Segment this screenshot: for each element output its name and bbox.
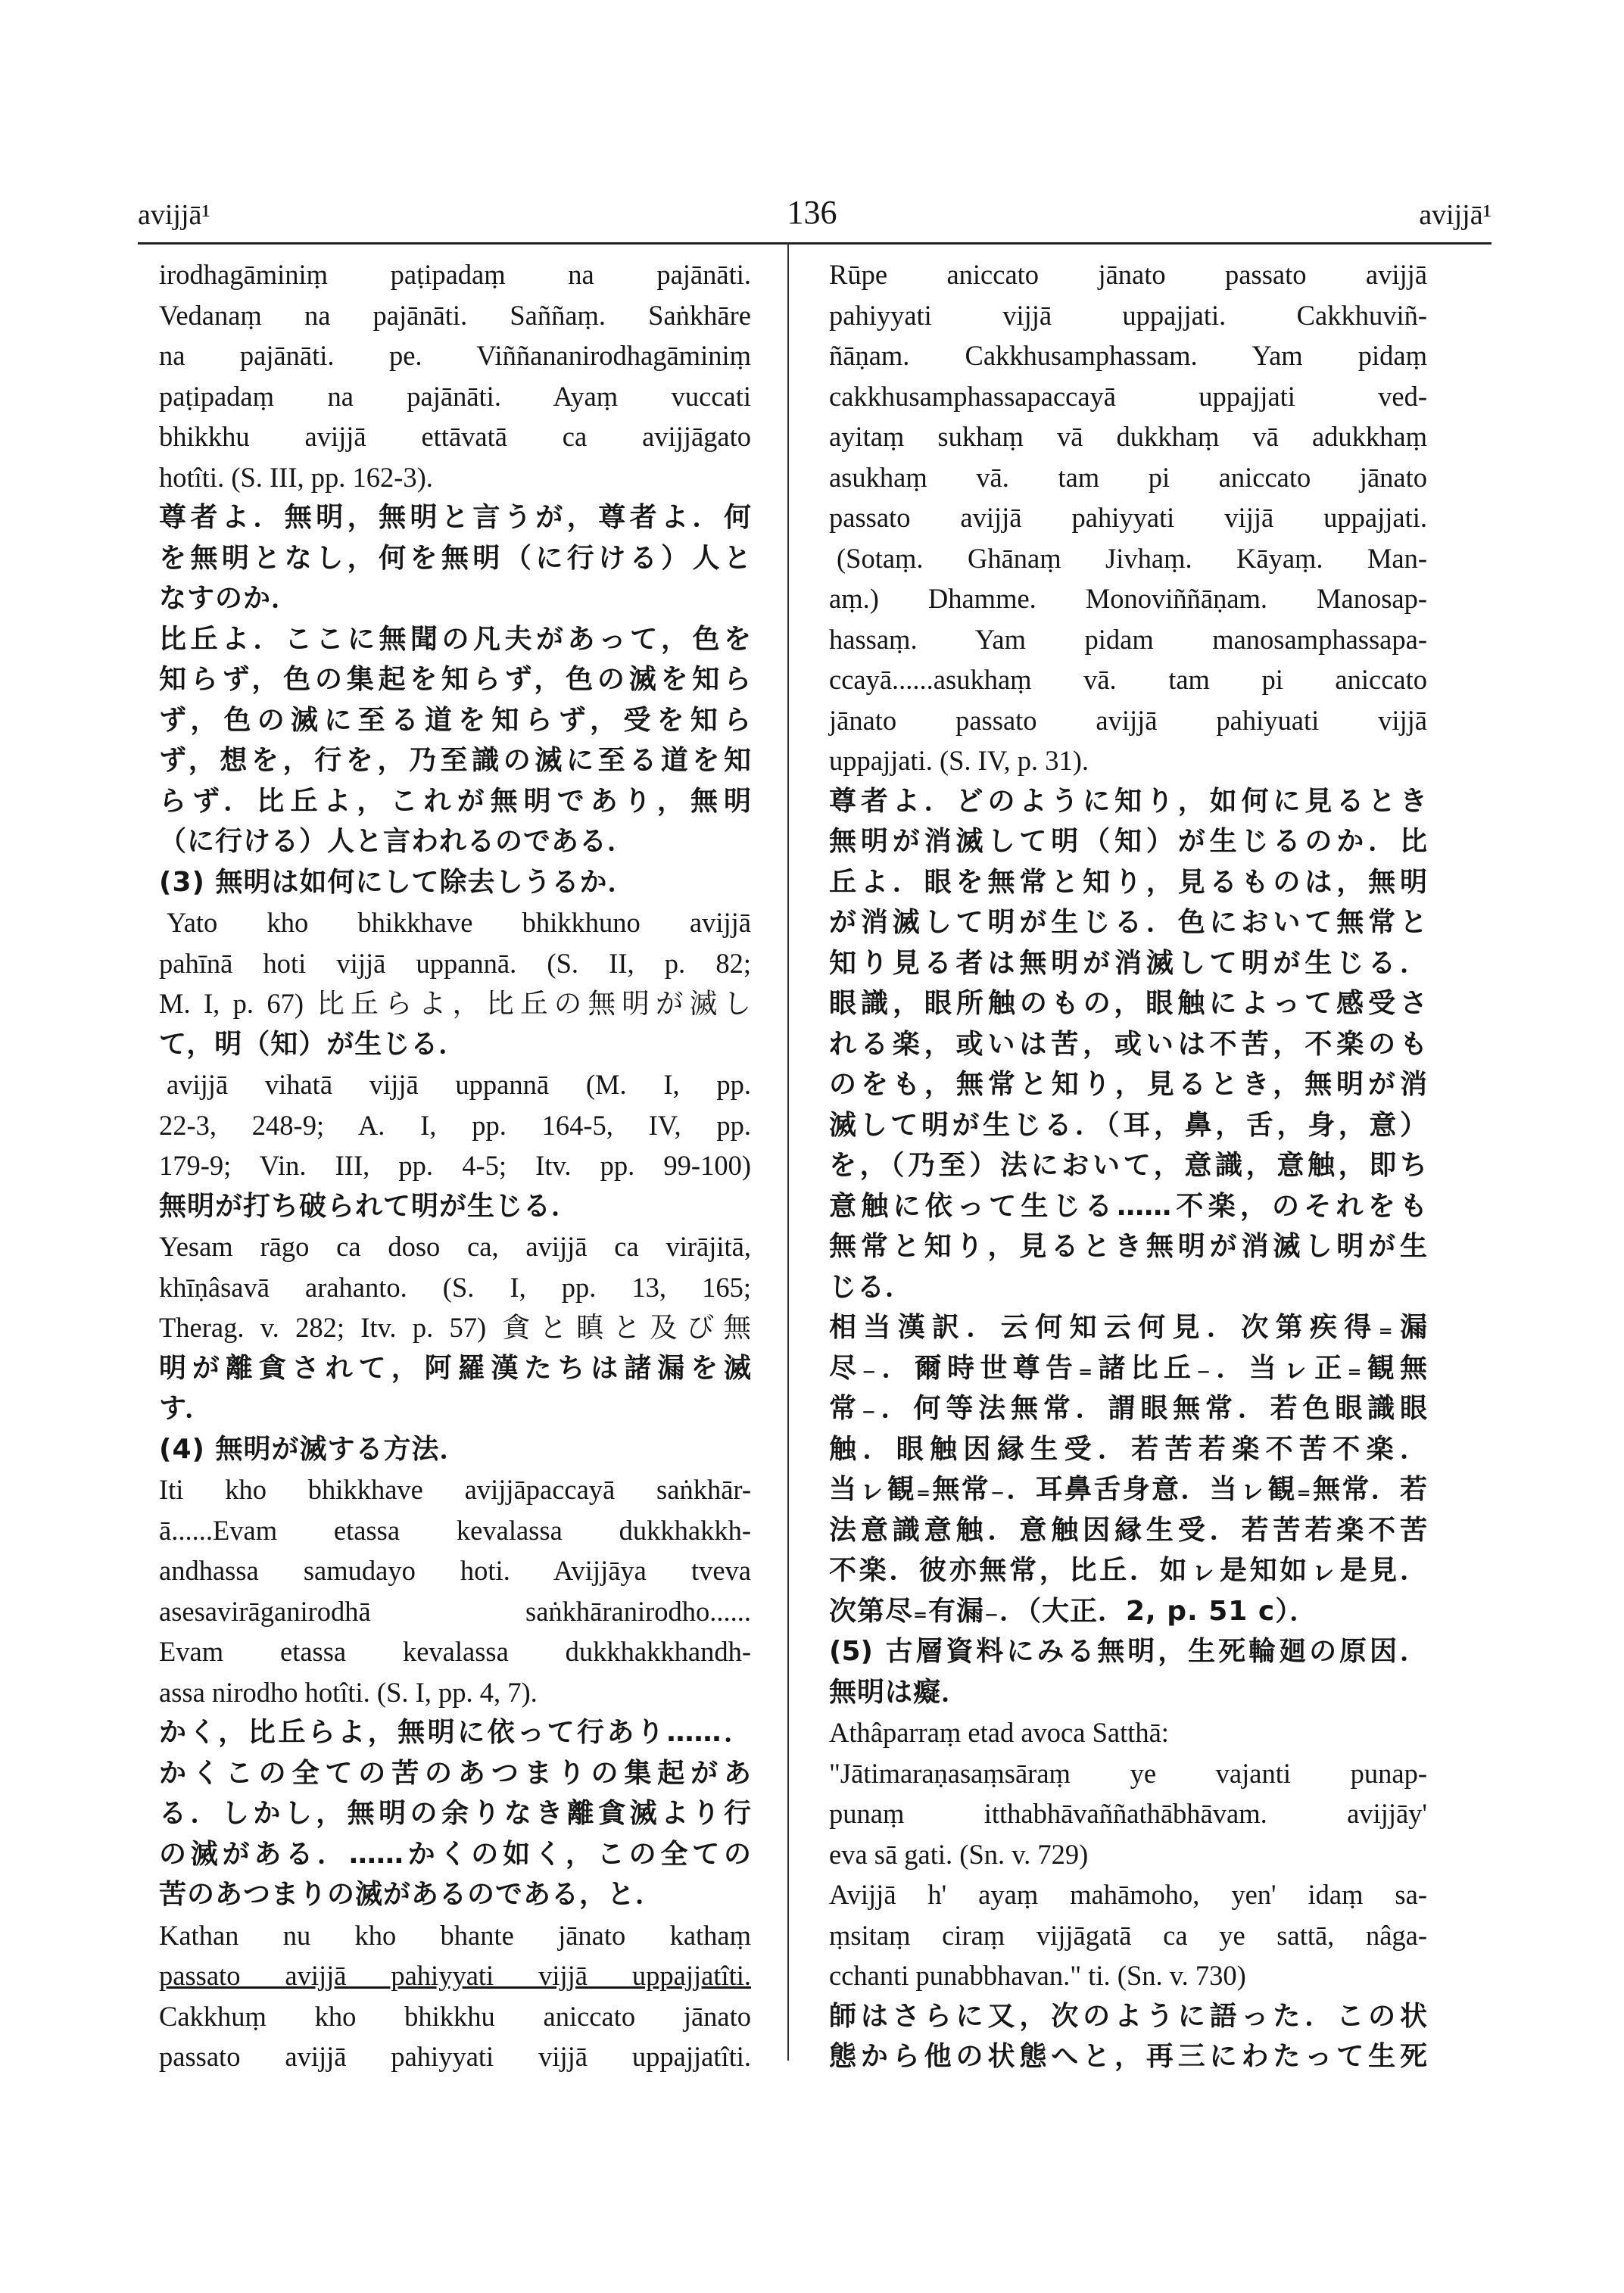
text-line: Iti kho bhikkhave avijjāpaccayā saṅkhār- [159, 1474, 751, 1505]
text-line: Rūpe aniccato jānato passato avijjā [829, 259, 1427, 290]
text-line: す． [159, 1393, 214, 1424]
text-line: (4) 無明が滅する方法． [159, 1433, 468, 1465]
text-line: Yato kho bhikkhave bhikkhuno avijjā [167, 907, 751, 938]
text-line: なすのか． [159, 583, 300, 614]
text-line: かく，比丘らよ，無明に依って行あり……． [159, 1717, 751, 1748]
text-line: の滅がある．……かくの如く，この全ての [159, 1838, 751, 1870]
text-line: 常₋．何等法無常．謂眼無常．若色眼識眼 [829, 1393, 1427, 1424]
text-line: 無明が消滅して明（知）が生じるのか．比 [829, 826, 1427, 857]
text-line: ayitaṃ sukhaṃ vā dukkhaṃ vā adukkhaṃ [829, 421, 1427, 452]
text-line: cakkhusamphassapaccayā uppajjati ved- [829, 380, 1427, 412]
text-line: 無常と知り，見るとき無明が消滅し明が生 [829, 1231, 1427, 1262]
text-line: 無明は癡． [829, 1676, 970, 1708]
text-line: Athâparraṃ etad avoca Satthā: [829, 1717, 1169, 1748]
text-line: 滅して明が生じる．（耳，鼻，舌，身，意） [829, 1109, 1427, 1141]
text-line: avijjā vihatā vijjā uppannā (M. I, pp. [167, 1069, 751, 1100]
text-line: 眼識，眼所触のもの，眼触によって感受さ [829, 988, 1427, 1019]
text-line: が消滅して明が生じる．色において無常と [829, 907, 1427, 938]
left-column [159, 254, 751, 2077]
text-line: pahiyyati vijjā uppajjati. Cakkhuviñ- [829, 299, 1427, 331]
text-line: 知り見る者は無明が消滅して明が生じる． [829, 947, 1427, 979]
text-line: irodhagāminiṃ paṭipadaṃ na pajānāti. [159, 259, 751, 290]
text-line: らず．比丘よ，これが無明であり，無明 [159, 785, 751, 817]
text-line: Avijjā h' ayaṃ mahāmoho, yen' idaṃ sa- [829, 1879, 1427, 1910]
text-line: asesavirāganirodhā saṅkhāranirodho...... [159, 1595, 751, 1627]
text-line: eva sā gati. (Sn. v. 729) [829, 1838, 1089, 1870]
text-line: andhassa samudayo hoti. Avijjāya tveva [159, 1555, 751, 1586]
text-line: M. I, p. 67) 比丘らよ，比丘の無明が滅し [159, 988, 751, 1019]
text-line: 不楽．彼亦無常，比丘．如ㇾ是知如ㇾ是見． [829, 1555, 1427, 1586]
text-line: じる． [829, 1271, 914, 1303]
text-line: を無明となし，何を無明（に行ける）人と [159, 542, 751, 574]
text-line: 明が離貪されて，阿羅漢たちは諸漏を滅 [159, 1352, 751, 1384]
text-line: ā......Evam etassa kevalassa dukkhakkh- [159, 1514, 751, 1546]
text-line: （に行ける）人と言われるのである． [159, 826, 636, 857]
text-line: 次第尽₌有漏₋．（大正．2, p. 51 c）． [829, 1595, 1318, 1627]
text-line: pahīnā hoti vijjā uppannā. (S. II, p. 82; [159, 947, 751, 979]
text-line: のをも，無常と知り，見るとき，無明が消 [829, 1069, 1427, 1100]
text-line: を，（乃至）法において，意識，意触，即ち [829, 1150, 1427, 1181]
column-divider [787, 244, 789, 2061]
text-line: Therag. v. 282; Itv. p. 57) 貪と瞋と及び無 [159, 1312, 751, 1343]
text-line: Cakkhuṃ kho bhikkhu aniccato jānato [159, 2000, 751, 2032]
text-line: ず，想を，行を，乃至識の滅に至る道を知 [159, 745, 751, 776]
text-line: passato avijjā pahiyyati vijjā uppajjati. [829, 502, 1427, 533]
text-line: かくこの全ての苦のあつまりの集起があ [159, 1757, 751, 1789]
text-line: punaṃ itthabhāvaññathābhāvam. avijjāy' [829, 1798, 1427, 1829]
text-line: Evam etassa kevalassa dukkhakkhandh- [159, 1636, 751, 1667]
text-line: 態から他の状態へと，再三にわたって生死 [829, 2041, 1427, 2072]
text-line: 無明が打ち破られて明が生じる． [159, 1190, 580, 1222]
text-line: cchanti punabbhavan." ti. (Sn. v. 730) [829, 1960, 1246, 1991]
text-line: khīṇâsavā arahanto. (S. I, pp. 13, 165; [159, 1271, 751, 1303]
text-line: uppajjati. (S. IV, p. 31). [829, 745, 1089, 776]
text-line: (3) 無明は如何にして除去しうるか． [159, 866, 636, 898]
text-line: る．しかし，無明の余りなき離貪滅より行 [159, 1798, 751, 1829]
text-line: Yesam rāgo ca doso ca, avijjā ca virājitā, [159, 1231, 751, 1262]
running-head-right: avijjā¹ [1419, 199, 1492, 231]
text-line: ccayā......asukhaṃ vā. tam pi aniccato [829, 664, 1427, 695]
right-column [829, 254, 1427, 2077]
text-line: ṃsitaṃ ciraṃ vijjāgatā ca ye sattā, nâga- [829, 1919, 1427, 1951]
text-line: Vedanaṃ na pajānāti. Saññaṃ. Saṅkhāre [159, 299, 751, 331]
text-line: hassaṃ. Yam pidam manosamphassapa- [829, 623, 1427, 655]
text-line: 比丘よ．ここに無聞の凡夫があって，色を [159, 623, 751, 655]
text-line: 尽₋．爾時世尊告₌諸比丘₋．当ㇾ正₌観無 [829, 1352, 1427, 1384]
text-line: na pajānāti. pe. Viññananirodhagāminiṃ [159, 340, 751, 371]
text-line: 相当漢訳．云何知云何見．次第疾得₌漏 [829, 1312, 1427, 1343]
text-line: assa nirodho hotîti. (S. I, pp. 4, 7). [159, 1676, 538, 1708]
text-line: aṃ.) Dhamme. Monoviññāṇam. Manosap- [829, 583, 1427, 614]
text-line: れる楽，或いは苦，或いは不苦，不楽のも [829, 1028, 1427, 1060]
text-line: ず，色の滅に至る道を知らず，受を知ら [159, 704, 751, 736]
text-line: 当ㇾ観₌無常₋．耳鼻舌身意．当ㇾ観₌無常．若 [829, 1474, 1427, 1505]
text-line: (Sotaṃ. Ghānaṃ Jivhaṃ. Kāyaṃ. Man- [837, 542, 1427, 574]
text-line: 179-9; Vin. III, pp. 4-5; Itv. pp. 99-100) [159, 1150, 751, 1181]
text-line: 触．眼触因縁生受．若苦若楽不苦不楽． [829, 1433, 1427, 1465]
text-line: jānato passato avijjā pahiyuati vijjā [829, 704, 1427, 736]
text-line: 法意識意触．意触因縁生受．若苦若楽不苦 [829, 1514, 1427, 1546]
text-line: 尊者よ．無明，無明と言うが，尊者よ．何 [159, 502, 751, 533]
text-line: ñāṇam. Cakkhusamphassam. Yam pidaṃ [829, 340, 1427, 371]
text-line: 丘よ．眼を無常と知り，見るものは，無明 [829, 866, 1427, 898]
text-line: て，明（知）が生じる． [159, 1028, 467, 1060]
text-line: 22-3, 248-9; A. I, pp. 164-5, IV, pp. [159, 1109, 751, 1141]
page-number: 136 [787, 194, 837, 231]
text-line: Kathan nu kho bhante jānato kathaṃ [159, 1919, 751, 1951]
header-rule [138, 242, 1492, 245]
text-line: 師はさらに又，次のように語った．この状 [829, 2000, 1427, 2032]
running-head-left: avijjā¹ [138, 199, 210, 231]
text-line: 苦のあつまりの滅があるのである，と． [159, 1879, 664, 1910]
text-line: bhikkhu avijjā ettāvatā ca avijjāgato [159, 421, 751, 452]
text-line: hotîti. (S. III, pp. 162-3). [159, 461, 433, 493]
text-line: passato avijjā pahiyyati vijjā uppajjatîti. [159, 1960, 751, 1991]
text-line: passato avijjā pahiyyati vijjā uppajjatîti. [159, 2041, 751, 2072]
text-line: (5) 古層資料にみる無明，生死輪廻の原因． [829, 1636, 1427, 1667]
text-line: asukhaṃ vā. tam pi aniccato jānato [829, 461, 1427, 493]
text-line: "Jātimaraṇasaṃsāraṃ ye vajanti punap- [829, 1757, 1427, 1789]
text-line: 尊者よ．どのように知り，如何に見るとき [829, 785, 1427, 817]
text-line: 知らず，色の集起を知らず，色の滅を知ら [159, 664, 751, 695]
text-line: 意触に依って生じる……不楽，のそれをも [829, 1190, 1427, 1222]
text-line: paṭipadaṃ na pajānāti. Ayaṃ vuccati [159, 380, 751, 412]
